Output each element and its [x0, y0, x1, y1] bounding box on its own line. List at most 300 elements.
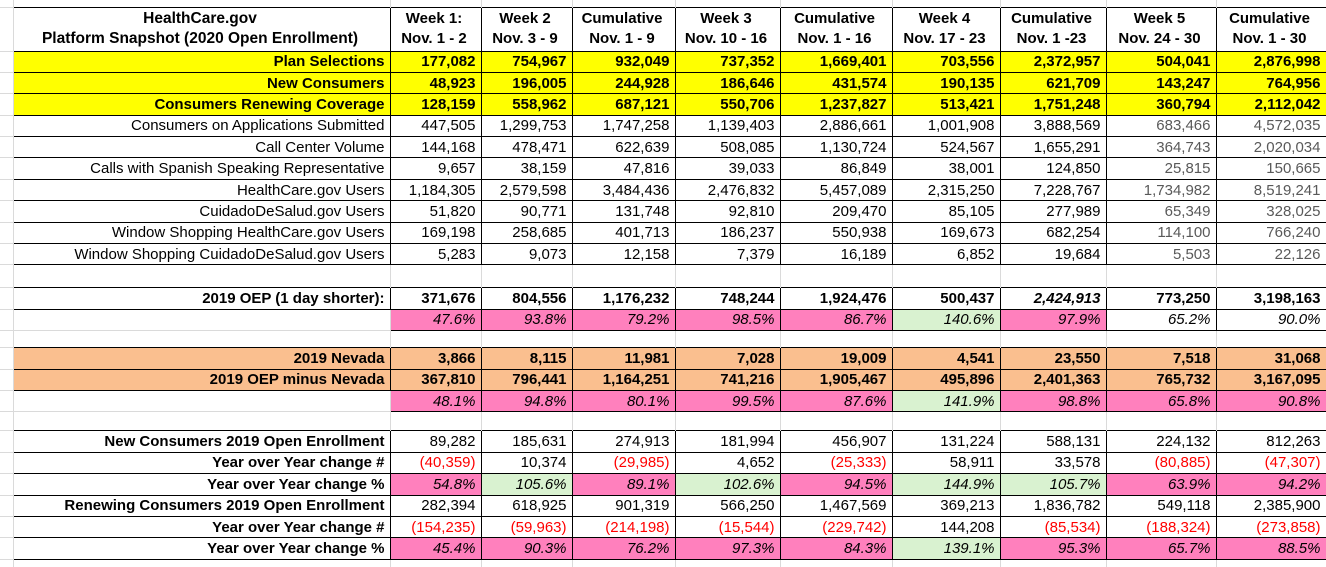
empty-cell [572, 412, 675, 431]
cell: 105.6% [481, 474, 572, 495]
empty-cell [0, 431, 13, 452]
empty-cell [780, 265, 892, 288]
col-header-line1: Week 2 [499, 10, 551, 27]
row-calls-with-spanish-speaking-representative [0, 158, 1326, 179]
cell: 65.2% [1106, 309, 1216, 330]
cell: 10,374 [481, 452, 572, 473]
cell: 87.6% [780, 390, 892, 411]
cell: 764,956 [1216, 72, 1326, 93]
empty-cell [390, 412, 481, 431]
empty-cell [481, 0, 572, 7]
cell: (229,742) [780, 516, 892, 537]
cell: 39,033 [675, 158, 780, 179]
cell: 190,135 [892, 72, 1000, 93]
row-label: Call Center Volume [13, 137, 390, 158]
empty-cell [481, 331, 572, 348]
cell: 65,349 [1106, 201, 1216, 222]
empty-cell [1000, 412, 1106, 431]
empty-cell [1216, 331, 1326, 348]
empty-cell [0, 538, 13, 559]
table-title-line1: HealthCare.gov [143, 10, 257, 27]
col-header-line1: Week 1: [405, 10, 463, 27]
cell: 741,216 [675, 369, 780, 390]
empty-cell [481, 412, 572, 431]
cell: 2,385,900 [1216, 495, 1326, 516]
empty-cell [0, 72, 13, 93]
cell: 2,886,661 [780, 115, 892, 136]
row-consumers-on-applications-submitted [0, 115, 1326, 136]
empty-cell [892, 0, 1000, 7]
cell: 4,652 [675, 452, 780, 473]
empty-cell [780, 0, 892, 7]
cell: 621,709 [1000, 72, 1106, 93]
empty-cell [1000, 0, 1106, 7]
cell: 38,159 [481, 158, 572, 179]
cell: 90.3% [481, 538, 572, 559]
cell: 495,896 [892, 369, 1000, 390]
cell: 144,168 [390, 137, 481, 158]
cell: 114,100 [1106, 222, 1216, 243]
cell: 84.3% [780, 538, 892, 559]
col-header-cumulative-nov-1-16 [780, 7, 892, 51]
empty-cell [390, 331, 481, 348]
col-header-week-3-nov-10-16 [675, 7, 780, 51]
cell: 1,139,403 [675, 115, 780, 136]
cell: 98.5% [675, 309, 780, 330]
col-header-line2: Nov. 1 - 30 [1232, 30, 1307, 47]
cell: 76.2% [572, 538, 675, 559]
empty-cell [1216, 0, 1326, 7]
cell: 500,437 [892, 288, 1000, 309]
row-label: New Consumers [13, 72, 390, 93]
cell: 97.3% [675, 538, 780, 559]
empty-cell [572, 559, 675, 567]
cell: 23,550 [1000, 348, 1106, 369]
cell: 804,556 [481, 288, 572, 309]
grid-gap-row [0, 0, 1326, 7]
col-header-cumulative-nov-1-23 [1000, 7, 1106, 51]
cell: 524,567 [892, 137, 1000, 158]
col-header-line2: Nov. 24 - 30 [1118, 30, 1201, 47]
empty-cell [0, 452, 13, 473]
empty-cell [0, 390, 13, 411]
cell: 1,836,782 [1000, 495, 1106, 516]
empty-cell [1000, 559, 1106, 567]
empty-cell [0, 7, 13, 51]
row-label: Consumers on Applications Submitted [13, 115, 390, 136]
empty-cell [1216, 265, 1326, 288]
cell: 89,282 [390, 431, 481, 452]
empty-cell [0, 265, 13, 288]
cell: 93.8% [481, 309, 572, 330]
cell: 618,925 [481, 495, 572, 516]
col-header-line1: Cumulative [581, 10, 663, 27]
grid-gap-row [0, 412, 1326, 431]
cell: 22,126 [1216, 244, 1326, 265]
row-new-consumers [0, 72, 1326, 93]
cell: 86,849 [780, 158, 892, 179]
cell: 31,068 [1216, 348, 1326, 369]
cell: 131,748 [572, 201, 675, 222]
cell: 683,466 [1106, 115, 1216, 136]
cell: 16,189 [780, 244, 892, 265]
cell: 456,907 [780, 431, 892, 452]
empty-cell [0, 51, 13, 72]
cell: 2,372,957 [1000, 51, 1106, 72]
cell: 12,158 [572, 244, 675, 265]
cell: 169,198 [390, 222, 481, 243]
cell: 48.1% [390, 390, 481, 411]
col-header-line1: Cumulative [1011, 10, 1092, 27]
cell: 6,852 [892, 244, 1000, 265]
row-year-over-year-change [0, 516, 1326, 537]
row-label: Plan Selections [13, 51, 390, 72]
cell: 169,673 [892, 222, 1000, 243]
col-header-line2: Nov. 1 - 2 [401, 30, 467, 47]
row-label: Window Shopping CuidadoDeSalud.gov Users [13, 244, 390, 265]
empty-cell [0, 158, 13, 179]
row-consumers-renewing-coverage [0, 94, 1326, 115]
cell: 4,541 [892, 348, 1000, 369]
empty-cell [1000, 265, 1106, 288]
cell: 2,112,042 [1216, 94, 1326, 115]
cell: 2,315,250 [892, 179, 1000, 200]
cell: 51,820 [390, 201, 481, 222]
cell: 277,989 [1000, 201, 1106, 222]
empty-cell [892, 412, 1000, 431]
empty-cell [13, 559, 390, 567]
row-label: 2019 OEP minus Nevada [13, 369, 390, 390]
col-header-line1: Cumulative [794, 10, 875, 27]
empty-cell [572, 331, 675, 348]
cell: 143,247 [1106, 72, 1216, 93]
cell: 128,159 [390, 94, 481, 115]
cell: 2,579,598 [481, 179, 572, 200]
cell: 812,263 [1216, 431, 1326, 452]
grid-gap-row [0, 559, 1326, 567]
cell: (273,858) [1216, 516, 1326, 537]
empty-cell [675, 331, 780, 348]
cell: (25,333) [780, 452, 892, 473]
cell: 209,470 [780, 201, 892, 222]
row-label: Window Shopping HealthCare.gov Users [13, 222, 390, 243]
row-year-over-year-change [0, 538, 1326, 559]
cell: 139.1% [892, 538, 1000, 559]
cell: 124,850 [1000, 158, 1106, 179]
cell: 7,518 [1106, 348, 1216, 369]
cell: 1,237,827 [780, 94, 892, 115]
empty-cell [1106, 265, 1216, 288]
cell: 99.5% [675, 390, 780, 411]
col-header-line1: Cumulative [1229, 10, 1310, 27]
cell: 90.0% [1216, 309, 1326, 330]
cell: 431,574 [780, 72, 892, 93]
empty-cell [481, 265, 572, 288]
cell: 3,866 [390, 348, 481, 369]
cell: 86.7% [780, 309, 892, 330]
cell: (154,235) [390, 516, 481, 537]
cell: (40,359) [390, 452, 481, 473]
cell: 901,319 [572, 495, 675, 516]
cell: 282,394 [390, 495, 481, 516]
cell: 1,655,291 [1000, 137, 1106, 158]
cell: 244,928 [572, 72, 675, 93]
cell: 5,503 [1106, 244, 1216, 265]
row-label [13, 309, 390, 330]
row-new-consumers-2019-open-enrollment [0, 431, 1326, 452]
cell: 588,131 [1000, 431, 1106, 452]
empty-cell [1106, 412, 1216, 431]
cell: 703,556 [892, 51, 1000, 72]
empty-cell [0, 222, 13, 243]
empty-cell [0, 412, 13, 431]
empty-cell [1106, 0, 1216, 7]
cell: (188,324) [1106, 516, 1216, 537]
empty-cell [675, 559, 780, 567]
cell: 7,228,767 [1000, 179, 1106, 200]
cell: 33,578 [1000, 452, 1106, 473]
col-header-line1: Week 4 [918, 10, 971, 27]
cell: 5,457,089 [780, 179, 892, 200]
cell: 737,352 [675, 51, 780, 72]
empty-cell [0, 179, 13, 200]
cell: 3,484,436 [572, 179, 675, 200]
empty-cell [675, 0, 780, 7]
cell: 504,041 [1106, 51, 1216, 72]
cell: 773,250 [1106, 288, 1216, 309]
row-label: Year over Year change % [13, 474, 390, 495]
cell: 3,167,095 [1216, 369, 1326, 390]
cell: 5,283 [390, 244, 481, 265]
empty-cell [0, 0, 13, 7]
cell: 367,810 [390, 369, 481, 390]
row-label: 2019 OEP (1 day shorter): [13, 288, 390, 309]
cell: 45.4% [390, 538, 481, 559]
empty-cell [892, 559, 1000, 567]
cell: 11,981 [572, 348, 675, 369]
grid-gap-row [0, 331, 1326, 348]
cell: 94.8% [481, 390, 572, 411]
empty-cell [13, 0, 390, 7]
empty-cell [892, 331, 1000, 348]
cell: 371,676 [390, 288, 481, 309]
cell: 369,213 [892, 495, 1000, 516]
cell: 102.6% [675, 474, 780, 495]
cell: (85,534) [1000, 516, 1106, 537]
cell: 1,924,476 [780, 288, 892, 309]
empty-cell [0, 244, 13, 265]
cell: 2,876,998 [1216, 51, 1326, 72]
cell: 687,121 [572, 94, 675, 115]
cell: 63.9% [1106, 474, 1216, 495]
cell: 65.7% [1106, 538, 1216, 559]
cell: (214,198) [572, 516, 675, 537]
cell: 932,049 [572, 51, 675, 72]
row-2019-oep-minus-nevada [0, 369, 1326, 390]
empty-cell [13, 412, 390, 431]
cell: 141.9% [892, 390, 1000, 411]
cell: 88.5% [1216, 538, 1326, 559]
cell: 549,118 [1106, 495, 1216, 516]
cell: 1,184,305 [390, 179, 481, 200]
cell: 85,105 [892, 201, 1000, 222]
col-header-line2: Nov. 1 - 9 [589, 30, 655, 47]
row-label: New Consumers 2019 Open Enrollment [13, 431, 390, 452]
cell: 1,299,753 [481, 115, 572, 136]
col-header-line2: Nov. 10 - 16 [684, 30, 768, 47]
cell: 550,706 [675, 94, 780, 115]
cell: 9,073 [481, 244, 572, 265]
col-header-cumulative-nov-1-30 [1216, 7, 1326, 51]
empty-cell [1000, 331, 1106, 348]
cell: 558,962 [481, 94, 572, 115]
cell: 1,734,982 [1106, 179, 1216, 200]
cell: 328,025 [1216, 201, 1326, 222]
row-year-over-year-change [0, 474, 1326, 495]
row-label: 2019 Nevada [13, 348, 390, 369]
row-label: Year over Year change # [13, 516, 390, 537]
cell: 682,254 [1000, 222, 1106, 243]
row-renewing-consumers-2019-open-enrollment [0, 495, 1326, 516]
cell: 98.8% [1000, 390, 1106, 411]
cell: 258,685 [481, 222, 572, 243]
cell: 748,244 [675, 288, 780, 309]
cell: 1,164,251 [572, 369, 675, 390]
cell: 364,743 [1106, 137, 1216, 158]
cell: 566,250 [675, 495, 780, 516]
empty-cell [390, 559, 481, 567]
cell: (80,885) [1106, 452, 1216, 473]
cell: 401,713 [572, 222, 675, 243]
cell: 65.8% [1106, 390, 1216, 411]
row-call-center-volume [0, 137, 1326, 158]
empty-cell [0, 309, 13, 330]
empty-cell [780, 331, 892, 348]
cell: 181,994 [675, 431, 780, 452]
cell: 79.2% [572, 309, 675, 330]
cell: 94.5% [780, 474, 892, 495]
cell: 1,467,569 [780, 495, 892, 516]
empty-cell [780, 412, 892, 431]
row-label: Year over Year change % [13, 538, 390, 559]
cell: 185,631 [481, 431, 572, 452]
cell: 3,888,569 [1000, 115, 1106, 136]
cell: 58,911 [892, 452, 1000, 473]
cell: 105.7% [1000, 474, 1106, 495]
empty-cell [0, 348, 13, 369]
cell: 766,240 [1216, 222, 1326, 243]
row-healthcare-gov-users [0, 179, 1326, 200]
cell: 447,505 [390, 115, 481, 136]
cell: 186,646 [675, 72, 780, 93]
col-header-line2: Nov. 1 - 16 [797, 30, 872, 47]
cell: 765,732 [1106, 369, 1216, 390]
cell: 90.8% [1216, 390, 1326, 411]
row-label: Calls with Spanish Speaking Representative [13, 158, 390, 179]
cell: 754,967 [481, 51, 572, 72]
cell: 4,572,035 [1216, 115, 1326, 136]
cell: 196,005 [481, 72, 572, 93]
cell: 131,224 [892, 431, 1000, 452]
empty-cell [0, 137, 13, 158]
cell: 2,476,832 [675, 179, 780, 200]
empty-cell [0, 474, 13, 495]
col-header-line2: Nov. 3 - 9 [492, 30, 558, 47]
cell: 47.6% [390, 309, 481, 330]
cell: 8,115 [481, 348, 572, 369]
cell: 7,028 [675, 348, 780, 369]
cell: 224,132 [1106, 431, 1216, 452]
empty-cell [572, 265, 675, 288]
cell: 19,009 [780, 348, 892, 369]
cell: 150,665 [1216, 158, 1326, 179]
cell: 25,815 [1106, 158, 1216, 179]
empty-cell [1106, 331, 1216, 348]
empty-cell [572, 0, 675, 7]
percent-row [0, 390, 1326, 411]
row-label: HealthCare.gov Users [13, 179, 390, 200]
col-header-week-1-nov-1-2 [390, 7, 481, 51]
cell: 80.1% [572, 390, 675, 411]
empty-cell [0, 115, 13, 136]
header-row [0, 7, 1326, 51]
grid-gap-row [0, 265, 1326, 288]
row-window-shopping-cuidadodesalud-gov-users [0, 244, 1326, 265]
cell: 1,751,248 [1000, 94, 1106, 115]
cell: 48,923 [390, 72, 481, 93]
empty-cell [0, 559, 13, 567]
cell: 90,771 [481, 201, 572, 222]
row-label: CuidadoDeSalud.gov Users [13, 201, 390, 222]
cell: 94.2% [1216, 474, 1326, 495]
empty-cell [675, 265, 780, 288]
empty-cell [1216, 412, 1326, 431]
row-label [13, 390, 390, 411]
row-year-over-year-change [0, 452, 1326, 473]
cell: (47,307) [1216, 452, 1326, 473]
cell: 1,001,908 [892, 115, 1000, 136]
cell: 8,519,241 [1216, 179, 1326, 200]
empty-cell [892, 265, 1000, 288]
cell: 360,794 [1106, 94, 1216, 115]
cell: 2,020,034 [1216, 137, 1326, 158]
cell: 19,684 [1000, 244, 1106, 265]
empty-cell [481, 559, 572, 567]
empty-cell [0, 516, 13, 537]
row-2019-nevada [0, 348, 1326, 369]
cell: 47,816 [572, 158, 675, 179]
empty-cell [0, 495, 13, 516]
empty-cell [780, 559, 892, 567]
cell: 177,082 [390, 51, 481, 72]
empty-cell [1216, 559, 1326, 567]
cell: 1,176,232 [572, 288, 675, 309]
cell: 38,001 [892, 158, 1000, 179]
cell: 89.1% [572, 474, 675, 495]
cell: (59,963) [481, 516, 572, 537]
cell: 144,208 [892, 516, 1000, 537]
row-label: Consumers Renewing Coverage [13, 94, 390, 115]
col-header-week-5-nov-24-30 [1106, 7, 1216, 51]
empty-cell [13, 331, 390, 348]
cell: 622,639 [572, 137, 675, 158]
empty-cell [0, 288, 13, 309]
table-title-line2: Platform Snapshot (2020 Open Enrollment) [41, 30, 359, 47]
empty-cell [390, 0, 481, 7]
empty-cell [0, 201, 13, 222]
cell: (29,985) [572, 452, 675, 473]
cell: 1,669,401 [780, 51, 892, 72]
